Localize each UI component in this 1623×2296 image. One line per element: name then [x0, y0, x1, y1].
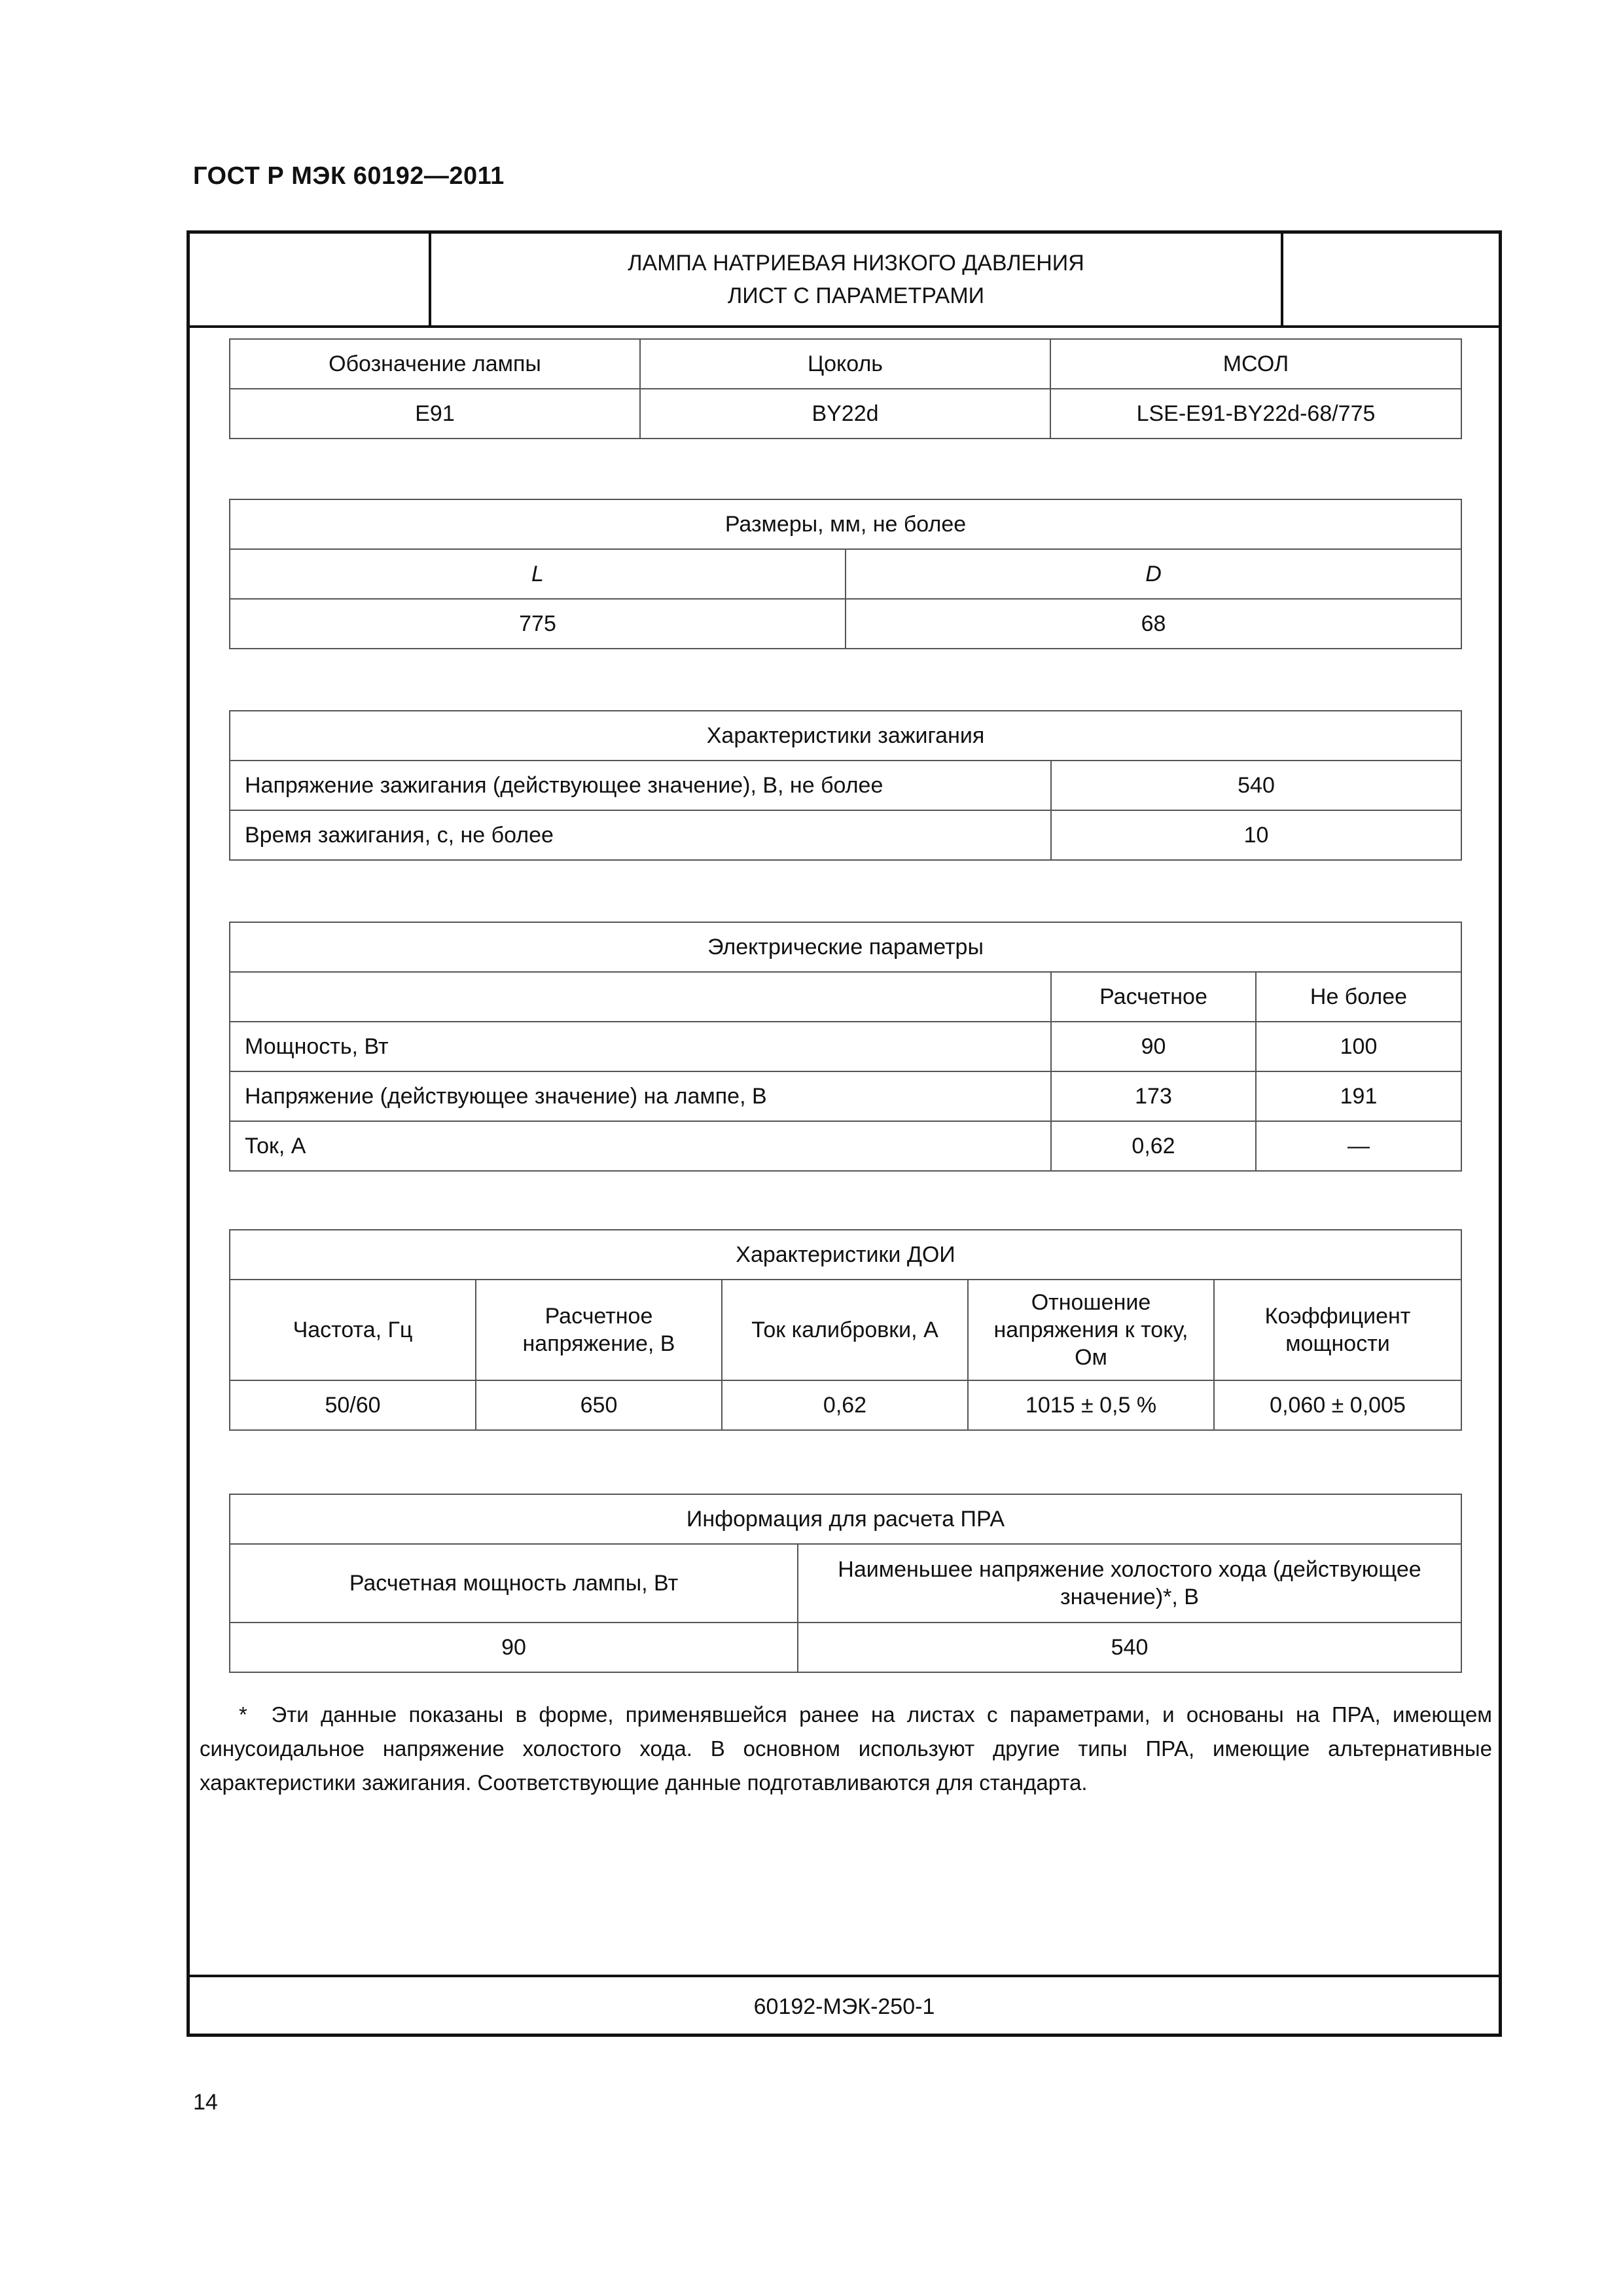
document-header: ГОСТ Р МЭК 60192—2011	[193, 162, 505, 190]
header-power-factor-line-1: Коэффициент	[1264, 1304, 1411, 1329]
sheet-title	[431, 234, 1281, 325]
dimensions-table	[229, 499, 1462, 649]
value-base: BY22d	[640, 389, 1050, 439]
header-max: Не более	[1256, 972, 1461, 1022]
table-row	[230, 1230, 1461, 1280]
ballast-design-title: Информация для расчета ПРА	[230, 1494, 1461, 1544]
header-length: L	[230, 549, 846, 599]
ballast-design-table	[229, 1494, 1462, 1673]
electrical-table	[229, 922, 1462, 1172]
header-min-ocv-line-2: значение)*, В	[1060, 1585, 1199, 1609]
table-row	[230, 599, 1461, 649]
current-rated: 0,62	[1051, 1121, 1256, 1171]
table-row	[230, 1071, 1461, 1121]
table-row	[230, 922, 1461, 972]
value-length: 775	[230, 599, 846, 649]
table-row	[230, 761, 1461, 810]
ignition-title: Характеристики зажигания	[230, 711, 1461, 761]
table-row	[230, 810, 1461, 860]
table-row	[230, 1494, 1461, 1544]
ignition-time-value: 10	[1051, 810, 1461, 860]
table-row	[230, 1544, 1461, 1623]
header-ratio-line-2: напряжения к току,	[993, 1318, 1188, 1342]
header-calibration-current: Ток калибровки, А	[722, 1280, 968, 1380]
table-row	[230, 711, 1461, 761]
ignition-time-label: Время зажигания, с, не более	[230, 810, 1051, 860]
header-diameter: D	[846, 549, 1461, 599]
current-label: Ток, А	[230, 1121, 1051, 1171]
header-power-factor-line-2: мощности	[1285, 1331, 1390, 1356]
electrical-header-empty	[230, 972, 1051, 1022]
value-min-open-circuit-voltage: 540	[798, 1623, 1461, 1672]
ignition-table	[229, 710, 1462, 861]
reference-ballast-table	[229, 1229, 1462, 1431]
page-number: 14	[193, 2090, 218, 2115]
lamp-voltage-rated: 173	[1051, 1071, 1256, 1121]
sheet-title-line-2: ЛИСТ С ПАРАМЕТРАМИ	[727, 283, 985, 308]
table-row	[230, 1380, 1461, 1430]
data-sheet-frame	[187, 230, 1502, 2037]
header-rated-voltage-line-1: Расчетное	[544, 1304, 653, 1329]
header-power-factor	[1214, 1280, 1461, 1380]
header-base: Цоколь	[640, 339, 1050, 389]
sheet-code: 60192-МЭК-250-1	[190, 1975, 1499, 2036]
designation-table	[229, 338, 1462, 439]
power-label: Мощность, Вт	[230, 1022, 1051, 1071]
ignition-voltage-value: 540	[1051, 761, 1461, 810]
sheet-title-line-1: ЛАМПА НАТРИЕВАЯ НИЗКОГО ДАВЛЕНИЯ	[628, 251, 1084, 276]
table-row	[230, 1280, 1461, 1380]
value-power-factor: 0,060 ± 0,005	[1214, 1380, 1461, 1430]
lamp-voltage-label: Напряжение (действующее значение) на лампе, В	[230, 1071, 1051, 1121]
footnote	[200, 1698, 1492, 1800]
electrical-title: Электрические параметры	[230, 922, 1461, 972]
value-rated-voltage: 650	[476, 1380, 722, 1430]
header-frequency: Частота, Гц	[230, 1280, 476, 1380]
title-block	[190, 234, 1499, 328]
value-frequency: 50/60	[230, 1380, 476, 1430]
reference-ballast-title: Характеристики ДОИ	[230, 1230, 1461, 1280]
value-diameter: 68	[846, 599, 1461, 649]
table-row	[230, 1623, 1461, 1672]
title-block-left-cell	[190, 234, 431, 325]
table-row	[230, 1121, 1461, 1171]
header-ratio-line-1: Отношение	[1031, 1290, 1151, 1315]
title-block-right-cell	[1281, 234, 1501, 325]
header-rated-voltage-line-2: напряжение, В	[522, 1331, 675, 1356]
power-rated: 90	[1051, 1022, 1256, 1071]
table-row	[230, 972, 1461, 1022]
header-voltage-current-ratio	[968, 1280, 1214, 1380]
value-lamp-designation: E91	[230, 389, 640, 439]
power-max: 100	[1256, 1022, 1461, 1071]
header-rated: Расчетное	[1051, 972, 1256, 1022]
value-ilcos: LSE-E91-BY22d-68/775	[1050, 389, 1461, 439]
table-row	[230, 549, 1461, 599]
ignition-voltage-label: Напряжение зажигания (действующее значение), В, не более	[230, 761, 1051, 810]
table-row	[230, 499, 1461, 549]
header-rated-lamp-power: Расчетная мощность лампы, Вт	[230, 1544, 798, 1623]
header-min-open-circuit-voltage	[798, 1544, 1461, 1623]
value-voltage-current-ratio: 1015 ± 0,5 %	[968, 1380, 1214, 1430]
table-row	[230, 1022, 1461, 1071]
header-ratio-line-3: Ом	[1075, 1345, 1107, 1370]
header-min-ocv-line-1: Наименьшее напряжение холостого хода (действующее	[838, 1557, 1421, 1582]
header-rated-voltage	[476, 1280, 722, 1380]
lamp-voltage-max: 191	[1256, 1071, 1461, 1121]
dimensions-title: Размеры, мм, не более	[230, 499, 1461, 549]
value-rated-lamp-power: 90	[230, 1623, 798, 1672]
header-lamp-designation: Обозначение лампы	[230, 339, 640, 389]
table-row	[230, 339, 1461, 389]
header-ilcos: МСОЛ	[1050, 339, 1461, 389]
current-max: —	[1256, 1121, 1461, 1171]
table-row	[230, 389, 1461, 439]
value-calibration-current: 0,62	[722, 1380, 968, 1430]
footnote-mark: *	[239, 1702, 247, 1727]
footnote-text: Эти данные показаны в форме, применявшейся ранее на листах с параметрами, и основаны на ПРА, имеющем синусоидальное напряжение холостого хода. В основном используют другие типы ПРА, имеющие альтернативные характеристики зажигания. Соответствующие данные подготавливаются для стандарта.	[200, 1702, 1492, 1795]
